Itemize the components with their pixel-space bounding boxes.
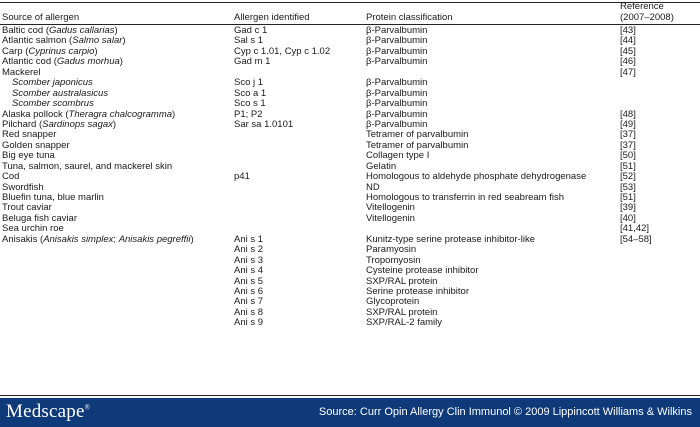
cell-protein: Serine protease inhibitor: [366, 285, 469, 297]
source-text: ): [114, 25, 118, 36]
table-row: [0, 120, 700, 130]
cell-reference: [54–58]: [620, 233, 652, 245]
table-body: [0, 26, 700, 329]
cell-reference: [51]: [620, 160, 636, 172]
cell-protein: Gelatin: [366, 160, 397, 172]
medscape-logo: [6, 401, 90, 423]
table-row: [0, 256, 700, 266]
cell-reference: [50]: [620, 150, 636, 162]
cell-reference: [37]: [620, 139, 636, 151]
table-row: [0, 235, 700, 245]
table-row: [0, 57, 700, 67]
table-row: [0, 318, 700, 328]
source-text: Swordfish: [2, 181, 44, 193]
cell-protein: Homologous to transferrin in red seabream fish: [366, 192, 565, 203]
cell-protein: SXP/RAL protein: [366, 275, 438, 287]
header-reference-line2: (2007–2008): [620, 11, 674, 23]
cell-reference: [47]: [620, 66, 636, 78]
table-row: [0, 266, 700, 276]
table-row: [0, 193, 700, 203]
cell-protein: Tropomyosin: [366, 254, 421, 266]
source-text: Golden snapper: [2, 139, 70, 151]
source-text: Alaska pollock (: [2, 108, 69, 120]
cell-protein: ND: [366, 181, 380, 193]
source-text: Pilchard (: [2, 118, 43, 130]
cell-protein: β-Parvalbumin: [366, 118, 428, 130]
cell-protein: Collagen type I: [366, 150, 430, 162]
header-reference-line1: Reference: [620, 1, 664, 12]
logo-text: Medscape: [6, 401, 85, 422]
cell-allergen: P1; P2: [234, 108, 263, 120]
cell-reference: [40]: [620, 212, 636, 224]
table-bottom-rule: [0, 395, 700, 396]
cell-allergen: Ani s 5: [234, 275, 264, 287]
cell-protein: SXP/RAL-2 family: [366, 317, 443, 329]
species-name: Anisakis simplex: [43, 233, 114, 245]
table-row: [0, 214, 700, 224]
cell-protein: Homologous to aldehyde phosphate dehydrogenase: [366, 171, 587, 183]
species-name: Gadus callarias: [49, 25, 115, 36]
cell-source: [2, 162, 172, 172]
source-text: Anisakis (: [2, 233, 44, 245]
table-row: [0, 297, 700, 307]
table-row: [0, 130, 700, 140]
table-row: [0, 308, 700, 318]
cell-protein: Tetramer of parvalbumin: [366, 129, 469, 141]
table-row: [0, 203, 700, 213]
cell-allergen: Sco s 1: [234, 98, 266, 110]
cell-protein: Tetramer of parvalbumin: [366, 139, 469, 151]
cell-protein: Cysteine protease inhibitor: [366, 265, 479, 277]
cell-protein: Kunitz-type serine protease inhibitor-like: [366, 233, 535, 245]
cell-allergen: Ani s 4: [234, 265, 264, 277]
cell-reference: [37]: [620, 129, 636, 141]
table-row: [0, 89, 700, 99]
cell-reference: [48]: [620, 108, 636, 120]
species-name: Gadus morhua: [56, 56, 120, 68]
cell-allergen: Cyp c 1.01, Cyp c 1.02: [234, 45, 331, 57]
source-text: Bluefin tuna, blue marlin: [2, 192, 104, 203]
species-name: Cyprinus carpio: [28, 45, 95, 57]
cell-allergen: Ani s 8: [234, 306, 264, 318]
species-name: Theragra chalcogramma: [68, 108, 173, 120]
cell-reference: [53]: [620, 181, 636, 193]
source-text: Atlantic cod (: [2, 56, 57, 68]
cell-reference: [43]: [620, 25, 636, 36]
source-text: Big eye tuna: [2, 150, 55, 162]
header-protein: Protein classification: [366, 12, 453, 23]
source-text: Trout caviar: [2, 202, 52, 214]
source-text: Atlantic salmon (: [2, 35, 73, 47]
species-name: Scomber australasicus: [12, 87, 109, 99]
source-text: ;: [113, 233, 119, 245]
table-row: [0, 162, 700, 172]
species-name: Scomber japonicus: [12, 77, 93, 89]
source-text: Red snapper: [2, 129, 57, 141]
cell-reference: [39]: [620, 202, 636, 214]
table-row: [0, 287, 700, 297]
cell-protein: Paramyosin: [366, 244, 417, 256]
cell-reference: [45]: [620, 45, 636, 57]
table-row: [0, 245, 700, 255]
cell-reference: [46]: [620, 56, 636, 68]
table-row: [0, 172, 700, 182]
species-name: Salmo salar: [72, 35, 123, 47]
source-text: ): [119, 56, 123, 68]
cell-allergen: Ani s 2: [234, 244, 264, 256]
cell-allergen: Sco a 1: [234, 87, 267, 99]
cell-allergen: Gad m 1: [234, 56, 271, 68]
cell-protein: β-Parvalbumin: [366, 77, 428, 89]
table-row: [0, 183, 700, 193]
cell-allergen: Ani s 1: [234, 233, 264, 245]
cell-reference: [49]: [620, 118, 636, 130]
cell-allergen: p41: [234, 171, 250, 183]
cell-protein: β-Parvalbumin: [366, 87, 428, 99]
species-name: Sardinops sagax: [42, 118, 113, 130]
logo-mark: ®: [84, 403, 91, 412]
cell-reference: [52]: [620, 171, 636, 183]
cell-allergen: Ani s 9: [234, 317, 264, 329]
cell-source: [2, 235, 194, 245]
cell-allergen: Sco j 1: [234, 77, 264, 89]
source-text: Carp (: [2, 45, 29, 57]
source-text: ): [122, 35, 126, 47]
table-row: [0, 68, 700, 78]
cell-protein: β-Parvalbumin: [366, 108, 428, 120]
cell-protein: β-Parvalbumin: [366, 45, 428, 57]
cell-protein: Vitellogenin: [366, 202, 415, 214]
cell-allergen: Sar sa 1.0101: [234, 118, 294, 130]
cell-reference: [51]: [620, 192, 636, 203]
table-row: [0, 277, 700, 287]
table-row: [0, 36, 700, 46]
source-text: Sea urchin roe: [2, 223, 64, 235]
cell-allergen: Gad c 1: [234, 25, 268, 36]
header-reference: [620, 2, 700, 23]
source-text: ): [112, 118, 117, 130]
source-text: Mackerel: [2, 66, 41, 78]
cell-reference: [41,42]: [620, 223, 650, 235]
cell-protein: β-Parvalbumin: [366, 25, 428, 36]
source-text: Tuna, salmon, saurel, and mackerel skin: [2, 160, 173, 172]
cell-protein: β-Parvalbumin: [366, 98, 428, 110]
cell-allergen: Ani s 3: [234, 254, 264, 266]
source-text: Beluga fish caviar: [2, 212, 77, 224]
source-text: ): [172, 108, 176, 120]
species-name: Scomber scombrus: [12, 98, 94, 110]
cell-allergen: Ani s 7: [234, 296, 264, 308]
header-allergen: Allergen identified: [234, 12, 310, 23]
source-text: Cod: [2, 171, 20, 183]
footer-bar: [0, 398, 700, 427]
header-source: Source of allergen: [2, 12, 80, 23]
cell-protein: Vitellogenin: [366, 212, 415, 224]
table-row: [0, 141, 700, 151]
cell-allergen: Sal s 1: [234, 35, 264, 47]
cell-protein: SXP/RAL protein: [366, 306, 438, 318]
species-name: Anisakis pegreffii: [118, 233, 191, 245]
source-citation: Source: Curr Opin Allergy Clin Immunol © 2009 Lippincott Williams & Wilkins: [318, 406, 692, 418]
cell-protein: Glycoprotein: [366, 296, 420, 308]
cell-reference: [44]: [620, 35, 636, 47]
table-top-rule: [0, 2, 700, 3]
cell-protein: β-Parvalbumin: [366, 56, 428, 68]
source-text: Baltic cod (: [2, 25, 49, 36]
cell-protein: β-Parvalbumin: [366, 35, 428, 47]
cell-allergen: Ani s 6: [234, 285, 264, 297]
source-text: ): [190, 233, 194, 245]
source-text: ): [94, 45, 98, 57]
